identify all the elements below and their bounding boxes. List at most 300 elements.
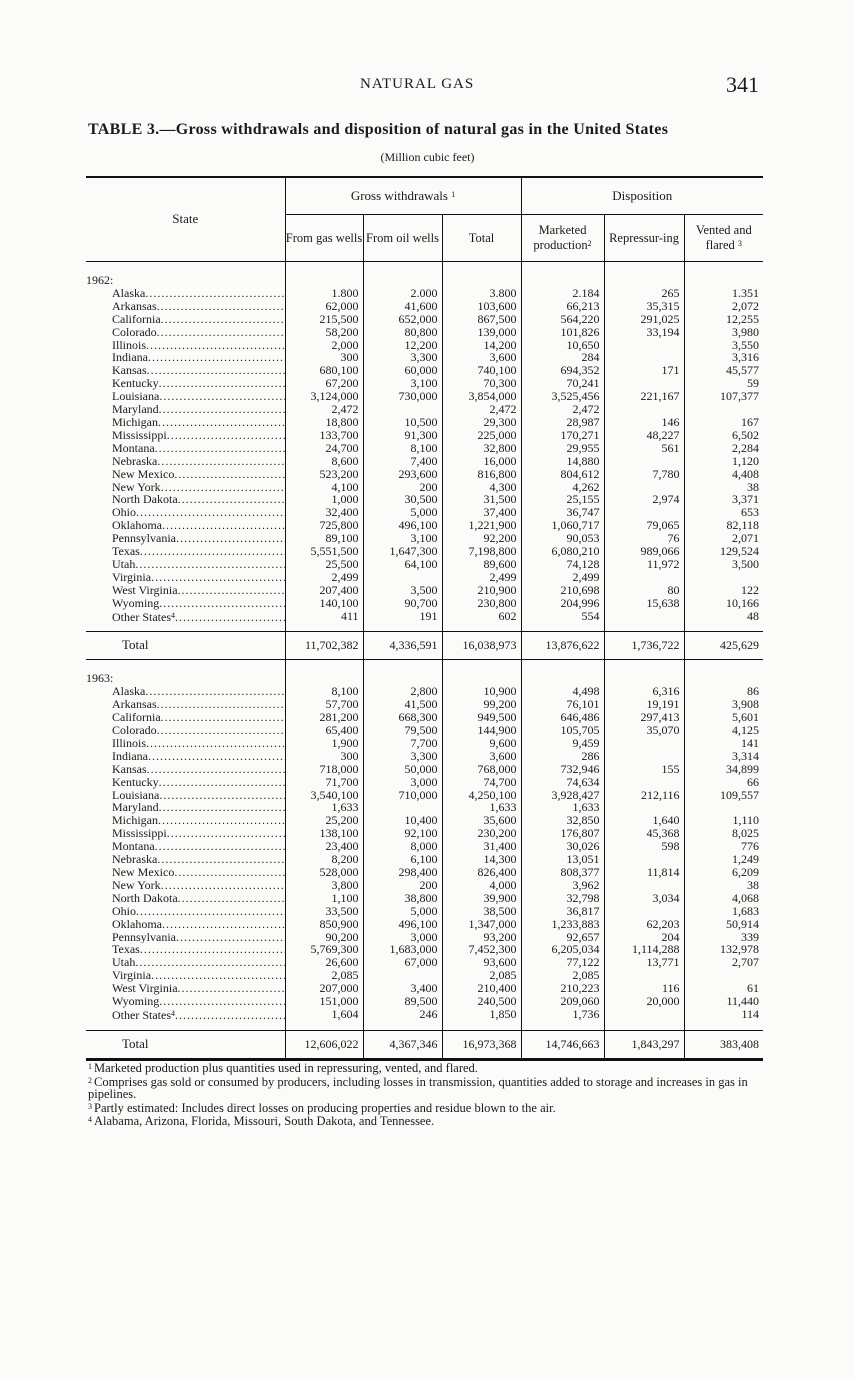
table-cell: 730,000 [363,390,442,403]
total-cell: 16,973,368 [442,1030,521,1058]
state-name: New Mexico ..... [86,866,285,879]
table-cell: 38 [684,879,763,892]
table-row [86,956,763,969]
table-cell: 2.000 [363,287,442,300]
table-cell [604,737,684,750]
footnote [88,1075,768,1101]
table-row [86,468,763,481]
table-row [86,429,763,442]
table-cell: 561 [604,442,684,455]
table-cell: 4,408 [684,468,763,481]
table-cell: 8,600 [285,455,363,468]
table-cell: 2,072 [684,300,763,313]
table-cell: 12,255 [684,313,763,326]
table-cell: 2,472 [521,403,604,416]
table-row [86,287,763,300]
col-marketed: Marketed production$^2$ [521,215,604,262]
table-cell: 33,500 [285,905,363,918]
gas-table [86,176,763,1061]
table-cell: 9,600 [442,737,521,750]
table-cell: 74,128 [521,558,604,571]
table-cell: 210,223 [521,982,604,995]
table-cell: 92,100 [363,827,442,840]
table-cell: 93,600 [442,956,521,969]
table-cell: 144,900 [442,724,521,737]
table-cell: 67,000 [363,956,442,969]
table-row [86,558,763,571]
total-cell: 425,629 [684,632,763,660]
table-cell: 41,600 [363,300,442,313]
table-cell: 1,683,000 [363,943,442,956]
table-cell: 1.351 [684,287,763,300]
table-row [86,455,763,468]
table-cell: 138,100 [285,827,363,840]
table-cell: 6,502 [684,429,763,442]
table-row [86,300,763,313]
table-cell: 38,500 [442,905,521,918]
table-cell: 79,065 [604,519,684,532]
table-cell: 210,698 [521,584,604,597]
state-name: Mississippi ..... [86,827,285,840]
table-cell: 732,946 [521,763,604,776]
state-name: Other States$^4$ ..... [86,610,285,624]
table-cell: 146 [604,416,684,429]
table-cell: 30,500 [363,493,442,506]
table-cell [604,571,684,584]
table-cell: 2,499 [442,571,521,584]
table-cell: 133,700 [285,429,363,442]
table-cell: 39,900 [442,892,521,905]
table-cell: 3,500 [363,584,442,597]
total-row [86,1030,763,1058]
state-name: New York ..... [86,481,285,494]
table-row [86,390,763,403]
table-cell: 8,025 [684,827,763,840]
table-cell: 132,978 [684,943,763,956]
table-cell: 67,200 [285,377,363,390]
state-name: Texas ..... [86,943,285,956]
table-cell: 30,026 [521,840,604,853]
table-cell: 1,640 [604,814,684,827]
table-cell: 99,200 [442,698,521,711]
table-cell: 225,000 [442,429,521,442]
table-cell: 8,100 [363,442,442,455]
table-cell: 291,025 [604,313,684,326]
table-row [86,416,763,429]
table-cell: 523,200 [285,468,363,481]
table-cell: 37,400 [442,506,521,519]
table-cell: 32,400 [285,506,363,519]
table-cell: 7,780 [604,468,684,481]
table-cell: 215,500 [285,313,363,326]
table-cell: 101,826 [521,326,604,339]
total-label: Total [86,1030,285,1058]
table-cell: 167 [684,416,763,429]
table-cell: 776 [684,840,763,853]
table-row [86,571,763,584]
table-cell: 66,213 [521,300,604,313]
disposition-header: Disposition [521,177,763,215]
footnote-text: Comprises gas sold or consumed by producers, including losses in transmission, quantities added to storage and increases in gas in pipelines. [88,1074,748,1102]
table-cell: 3,908 [684,698,763,711]
table-row [86,879,763,892]
state-name: West Virginia ..... [86,584,285,597]
table-cell: 8,000 [363,840,442,853]
state-name: Pennsylvania ..... [86,931,285,944]
col-gas-wells: From gas wells [285,215,363,262]
table-row [86,313,763,326]
footnote-ref: 2 [587,239,592,248]
table-cell: 4,125 [684,724,763,737]
table-cell: 139,000 [442,326,521,339]
total-cell: 1,736,722 [604,632,684,660]
table-cell: 2,499 [285,571,363,584]
table-cell: 60,000 [363,364,442,377]
table-cell: 602 [442,610,521,624]
table-cell: 1,633 [442,801,521,814]
table-cell: 36,747 [521,506,604,519]
state-name: Montana ..... [86,840,285,853]
state-name: New York ..... [86,879,285,892]
table-cell: 155 [604,763,684,776]
state-name: Wyoming ..... [86,995,285,1008]
table-cell: 45,577 [684,364,763,377]
table-cell: 32,850 [521,814,604,827]
table-cell [604,750,684,763]
table-cell: 80 [604,584,684,597]
table-cell: 3,034 [604,892,684,905]
table-cell: 212,116 [604,789,684,802]
table-row [86,442,763,455]
table-row [86,866,763,879]
table-cell: 7,700 [363,737,442,750]
state-name: Colorado ..... [86,326,285,339]
table-cell: 293,600 [363,468,442,481]
table-cell: 2,472 [285,403,363,416]
table-cell: 1,114,288 [604,943,684,956]
table-cell: 3,854,000 [442,390,521,403]
table-cell: 28,987 [521,416,604,429]
table-cell: 1,633 [285,801,363,814]
state-name: Louisiana ..... [86,789,285,802]
table-cell: 680,100 [285,364,363,377]
footnote-text: Alabama, Arizona, Florida, Missouri, South Dakota, and Tennessee. [94,1114,435,1129]
table-cell: 32,798 [521,892,604,905]
table-cell: 70,241 [521,377,604,390]
table-cell: 694,352 [521,364,604,377]
table-cell: 528,000 [285,866,363,879]
table-cell: 191 [363,610,442,624]
col-total: Total [442,215,521,262]
state-name: West Virginia ..... [86,982,285,995]
state-name: Montana ..... [86,442,285,455]
table-cell: 1,604 [285,1008,363,1022]
table-cell: 79,500 [363,724,442,737]
table-cell: 122 [684,584,763,597]
table-cell: 2,000 [285,339,363,352]
table-cell: 19,191 [604,698,684,711]
state-name: Alaska ..... [86,287,285,300]
table-cell: 710,000 [363,789,442,802]
table-cell: 668,300 [363,711,442,724]
table-cell: 204,996 [521,597,604,610]
year-label: 1962: [86,273,114,287]
table-cell: 31,400 [442,840,521,853]
table-cell: 4,300 [442,481,521,494]
table-cell: 808,377 [521,866,604,879]
state-name: Kansas ..... [86,364,285,377]
table-cell: 176,807 [521,827,604,840]
table-cell: 129,524 [684,545,763,558]
table-cell: 76 [604,532,684,545]
total-cell: 12,606,022 [285,1030,363,1058]
table-cell: 151,000 [285,995,363,1008]
table-cell: 816,800 [442,468,521,481]
table-cell: 7,400 [363,455,442,468]
table-cell: 62,000 [285,300,363,313]
table-cell: 4,262 [521,481,604,494]
table-cell: 1,221,900 [442,519,521,532]
table-cell: 298,400 [363,866,442,879]
table-cell: 3,800 [285,879,363,892]
table-cell: 646,486 [521,711,604,724]
table-cell: 210,400 [442,982,521,995]
table-cell: 3,316 [684,351,763,364]
table-cell: 13,771 [604,956,684,969]
table-cell: 1,633 [521,801,604,814]
state-header: State [86,177,285,262]
footnote-mark: 3 [88,1101,92,1111]
table-cell: 4,250,100 [442,789,521,802]
table-cell: 23,400 [285,840,363,853]
table-cell: 77,122 [521,956,604,969]
table-cell: 200 [363,879,442,892]
table-cell: 76,101 [521,698,604,711]
table-cell: 58,200 [285,326,363,339]
table-cell: 114 [684,1008,763,1022]
state-name: Mississippi ..... [86,429,285,442]
table-cell: 90,700 [363,597,442,610]
table-cell: 3,980 [684,326,763,339]
table-cell: 230,200 [442,827,521,840]
table-cell: 725,800 [285,519,363,532]
table-cell: 564,220 [521,313,604,326]
table-cell: 2,085 [442,969,521,982]
footnote-text: Partly estimated: Includes direct losses on producing properties and residue blown to the air. [94,1100,556,1115]
state-name: Utah ..... [86,956,285,969]
table-cell: 82,118 [684,519,763,532]
table-cell: 265 [604,287,684,300]
table-cell: 2,085 [521,969,604,982]
table-cell: 1,000 [285,493,363,506]
table-cell: 15,638 [604,597,684,610]
table-row [86,545,763,558]
table-cell [363,571,442,584]
table-cell: 207,000 [285,982,363,995]
state-name: Illinois ..... [86,339,285,352]
table-cell: 171 [604,364,684,377]
table-cell: 11,814 [604,866,684,879]
table-cell: 89,100 [285,532,363,545]
table-cell: 2,472 [442,403,521,416]
table-cell: 11,972 [604,558,684,571]
state-name: California ..... [86,711,285,724]
table-cell: 10,500 [363,416,442,429]
table-cell: 4,000 [442,879,521,892]
table-cell: 45,368 [604,827,684,840]
table-cell: 284 [521,351,604,364]
table-title: TABLE 3.—Gross withdrawals and disposition of natural gas in the United States [88,121,669,138]
footnotes [88,1061,768,1128]
state-name: Kentucky ..... [86,776,285,789]
table-row [86,326,763,339]
table-cell: 103,600 [442,300,521,313]
table-cell: 116 [604,982,684,995]
state-name: Alaska ..... [86,685,285,698]
table-cell: 1,647,300 [363,545,442,558]
table-cell: 50,914 [684,918,763,931]
table-row [86,995,763,1008]
table-cell: 3,600 [442,351,521,364]
state-name: New Mexico ..... [86,468,285,481]
table-cell: 246 [363,1008,442,1022]
table-row [86,763,763,776]
table-cell: 5,551,500 [285,545,363,558]
table-cell: 29,300 [442,416,521,429]
total-cell: 1,843,297 [604,1030,684,1058]
table-cell: 59 [684,377,763,390]
state-name: Nebraska ..... [86,455,285,468]
table-cell [604,879,684,892]
state-name: Utah ..... [86,558,285,571]
table-cell: 66 [684,776,763,789]
table-cell: 16,000 [442,455,521,468]
table-cell: 1,736 [521,1008,604,1022]
state-name: Colorado ..... [86,724,285,737]
total-cell: 4,367,346 [363,1030,442,1058]
table-cell: 5,601 [684,711,763,724]
table-cell: 3,525,456 [521,390,604,403]
state-name: Texas ..... [86,545,285,558]
table-cell: 286 [521,750,604,763]
table-cell: 949,500 [442,711,521,724]
state-name: Arkansas ..... [86,698,285,711]
footnote [88,1114,768,1128]
footnote-ref: 3 [737,239,742,248]
footnote-ref: 4 [171,1008,175,1018]
table-cell: 29,955 [521,442,604,455]
state-name: Virginia ..... [86,571,285,584]
state-name: Wyoming ..... [86,597,285,610]
table-cell: 6,100 [363,853,442,866]
table-cell: 652,000 [363,313,442,326]
table-cell: 74,634 [521,776,604,789]
table-cell: 107,377 [684,390,763,403]
table-cell: 41,500 [363,698,442,711]
table-cell: 6,080,210 [521,545,604,558]
table-cell: 70,300 [442,377,521,390]
table-cell: 4,498 [521,685,604,698]
table-cell: 38 [684,481,763,494]
table-row [86,905,763,918]
state-name: Nebraska ..... [86,853,285,866]
table-row [86,918,763,931]
total-cell: 11,702,382 [285,632,363,660]
table-cell: 2,974 [604,493,684,506]
state-name: Oklahoma ..... [86,918,285,931]
table-cell [604,455,684,468]
table-cell: 989,066 [604,545,684,558]
table-cell: 24,700 [285,442,363,455]
table-cell: 3,100 [363,377,442,390]
table-cell: 850,900 [285,918,363,931]
table-cell: 3,314 [684,750,763,763]
table-cell: 411 [285,610,363,624]
state-name: Indiana ..... [86,351,285,364]
table-cell: 3,300 [363,351,442,364]
table-cell: 25,155 [521,493,604,506]
table-cell: 5,000 [363,905,442,918]
state-name: Illinois ..... [86,737,285,750]
table-cell: 11,440 [684,995,763,1008]
table-row [86,724,763,737]
table-cell: 4,068 [684,892,763,905]
table-cell: 74,700 [442,776,521,789]
total-cell: 383,408 [684,1030,763,1058]
table-cell: 1,683 [684,905,763,918]
total-cell: 14,746,663 [521,1030,604,1058]
table-cell: 740,100 [442,364,521,377]
table-cell: 1,347,000 [442,918,521,931]
table-cell: 3,000 [363,931,442,944]
table-cell: 1,900 [285,737,363,750]
table-cell: 230,800 [442,597,521,610]
state-name: California ..... [86,313,285,326]
total-cell: 16,038,973 [442,632,521,660]
state-name: North Dakota ..... [86,493,285,506]
col-oil-wells: From oil wells [363,215,442,262]
table-cell: 3,300 [363,750,442,763]
table-cell: 170,271 [521,429,604,442]
table-cell: 89,600 [442,558,521,571]
table-cell: 10,900 [442,685,521,698]
table-cell: 14,200 [442,339,521,352]
state-name: Pennsylvania ..... [86,532,285,545]
table-cell: 10,650 [521,339,604,352]
footnote [88,1061,768,1075]
table-cell: 1,100 [285,892,363,905]
table-cell: 62,203 [604,918,684,931]
table-cell: 653 [684,506,763,519]
table-cell [604,776,684,789]
table-cell: 826,400 [442,866,521,879]
table-cell: 89,500 [363,995,442,1008]
table-cell: 2,085 [285,969,363,982]
table-cell: 1,120 [684,455,763,468]
table-cell: 12,200 [363,339,442,352]
table-cell: 10,166 [684,597,763,610]
table-cell: 5,769,300 [285,943,363,956]
footnote-mark: 2 [88,1075,92,1085]
state-name: Michigan ..... [86,814,285,827]
table-cell: 1,850 [442,1008,521,1022]
table-cell: 25,200 [285,814,363,827]
table-cell: 3,371 [684,493,763,506]
table-cell: 2.184 [521,287,604,300]
table-cell: 8,200 [285,853,363,866]
footnote-ref: 4 [171,610,175,620]
table-cell: 48,227 [604,429,684,442]
